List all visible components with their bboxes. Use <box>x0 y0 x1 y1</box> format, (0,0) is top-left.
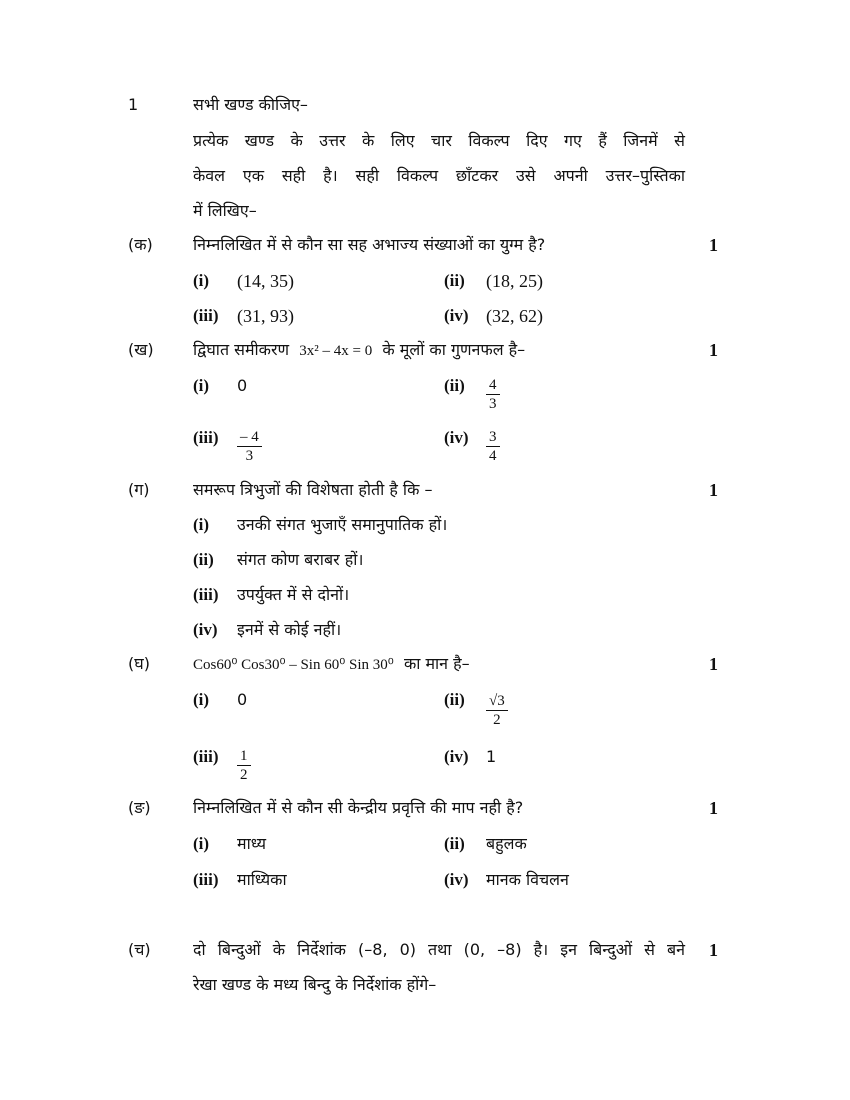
option-label: (iv) <box>444 306 469 325</box>
equation: Cos60⁰ Cos30⁰ – Sin 60⁰ Sin 30⁰ <box>193 657 394 673</box>
denominator: 2 <box>240 767 248 783</box>
option-fraction <box>237 747 251 784</box>
option-fraction <box>486 428 500 465</box>
marks: 1 <box>709 940 718 960</box>
denominator: 2 <box>493 712 501 728</box>
equation: 3x² – 4x = 0 <box>299 343 373 359</box>
option-value: उपर्युक्त में से दोनों। <box>237 585 350 604</box>
question-text-after: का मान है– <box>403 654 470 673</box>
option-label: (i) <box>193 690 210 709</box>
instruction-line: केवल एक सही है। सही विकल्प छाँटकर उसे अपनी उत्तर–पुस्तिका <box>193 166 685 185</box>
option-label: (ii) <box>444 690 465 709</box>
option-label: (iv) <box>193 620 218 639</box>
option-value: बहुलक <box>486 834 527 853</box>
marks: 1 <box>709 340 718 360</box>
option-label: (iii) <box>193 306 219 325</box>
option-label: (i) <box>193 515 210 534</box>
option-label: (i) <box>193 271 210 290</box>
instruction-line: प्रत्येक खण्ड के उत्तर के लिए चार विकल्प दिए गए हैं जिनमें से <box>193 131 685 150</box>
sub-question-label: (ङ) <box>128 798 151 817</box>
denominator: 3 <box>245 448 254 464</box>
denominator: 4 <box>489 448 497 464</box>
sub-question-label: (ग) <box>128 480 150 499</box>
option-fraction <box>237 428 262 465</box>
question-text-before: द्विघात समीकरण <box>193 340 290 359</box>
sub-question-label: (घ) <box>128 654 150 673</box>
sub-question-label: (क) <box>128 235 153 254</box>
option-value: इनमें से कोई नहीं। <box>237 620 342 639</box>
option-label: (i) <box>193 834 210 853</box>
denominator: 3 <box>489 396 497 412</box>
option-label: (ii) <box>444 271 465 290</box>
numerator: 1 <box>237 747 251 766</box>
instruction-title: सभी खण्ड कीजिए– <box>193 95 308 114</box>
question-text <box>193 652 470 677</box>
option-value: (14, 35) <box>237 271 294 291</box>
option-fraction <box>486 376 500 413</box>
question-number: 1 <box>128 95 139 114</box>
question-text: निम्नलिखित में से कौन सी केन्द्रीय प्रवृत्ति की माप नही है? <box>193 798 524 817</box>
question-text: दो बिन्दुओं के निर्देशांक (–8, 0) तथा (0, –8) है। इन बिन्दुओं से बने <box>193 940 685 959</box>
sub-question-label: (ख) <box>128 340 154 359</box>
numerator: 4 <box>486 376 500 395</box>
question-text: समरूप त्रिभुजों की विशेषता होती है कि – <box>193 480 433 499</box>
option-value: मानक विचलन <box>486 870 569 889</box>
question-text: रेखा खण्ड के मध्य बिन्दु के निर्देशांक होंगे– <box>193 975 437 994</box>
option-value: (31, 93) <box>237 306 294 326</box>
option-value: 0 <box>237 376 248 395</box>
option-label: (iii) <box>193 747 219 766</box>
option-label: (iv) <box>444 870 469 889</box>
question-text <box>193 338 525 363</box>
numerator: √3 <box>486 692 508 711</box>
option-value: 1 <box>486 747 497 766</box>
option-label: (i) <box>193 376 210 395</box>
numerator: 3 <box>486 428 500 447</box>
marks: 1 <box>709 798 718 818</box>
marks: 1 <box>709 480 718 500</box>
question-text: निम्नलिखित में से कौन सा सह अभाज्य संख्याओं का युग्म है? <box>193 235 546 254</box>
question-text-after: के मूलों का गुणनफल है– <box>382 340 526 359</box>
option-value: उनकी संगत भुजाएँ समानुपातिक हों। <box>237 515 448 534</box>
numerator: – 4 <box>237 428 262 447</box>
option-value: संगत कोण बराबर हों। <box>237 550 364 569</box>
option-value: (18, 25) <box>486 271 543 291</box>
option-label: (iii) <box>193 585 219 604</box>
option-value: माध्य <box>237 834 267 853</box>
option-value: 0 <box>237 690 248 709</box>
option-label: (iii) <box>193 428 219 447</box>
marks: 1 <box>709 235 718 255</box>
option-label: (ii) <box>444 834 465 853</box>
option-label: (iv) <box>444 428 469 447</box>
instruction-line: में लिखिए– <box>193 201 257 220</box>
option-label: (ii) <box>444 376 465 395</box>
option-label: (iii) <box>193 870 219 889</box>
option-value: माध्यिका <box>237 870 287 889</box>
option-label: (ii) <box>193 550 214 569</box>
option-fraction <box>486 692 508 729</box>
option-label: (iv) <box>444 747 469 766</box>
sub-question-label: (च) <box>128 940 151 959</box>
marks: 1 <box>709 654 718 674</box>
option-value: (32, 62) <box>486 306 543 326</box>
